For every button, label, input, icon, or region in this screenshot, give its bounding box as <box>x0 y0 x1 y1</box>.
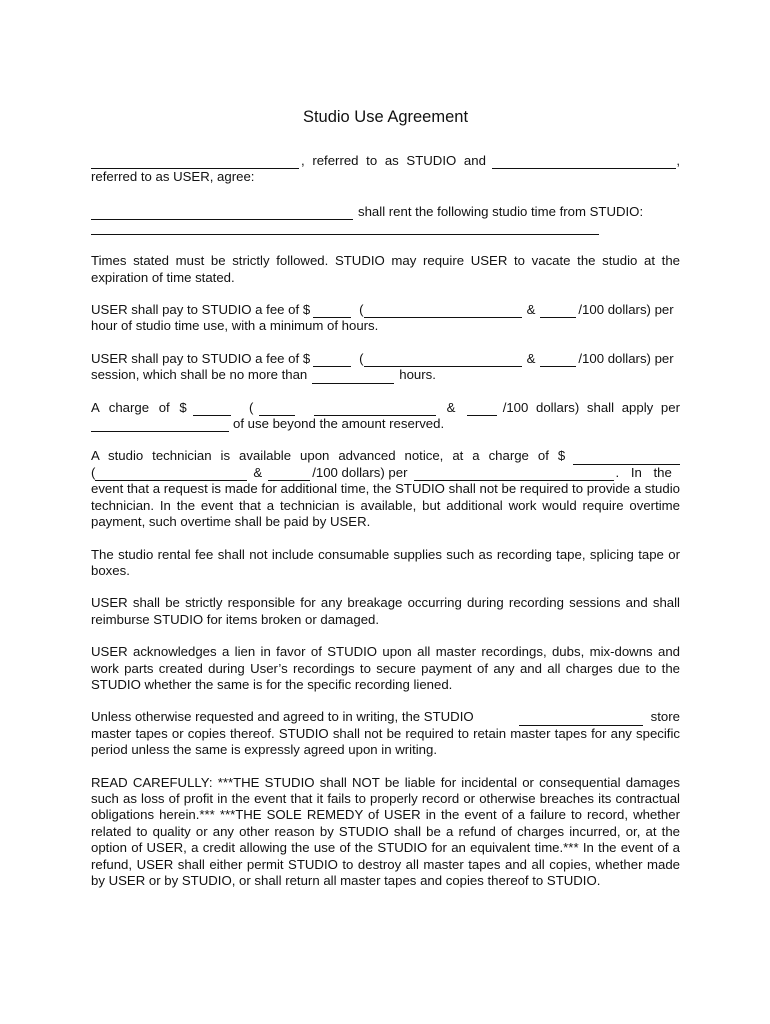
user-name-blank[interactable] <box>492 156 676 169</box>
hourly-fee-words-blank[interactable] <box>364 305 522 318</box>
technician-paragraph: A studio technician is available upon advanced notice, at a charge of $ ( & /100 dollars) per . In the event that a request is made for additional time, the STUDIO shall not be required to provide a studio technician. In the event that a technician is available, but additional work would require overtime payment, such overtime shall be paid by USER. <box>91 448 680 530</box>
session-fee-paragraph: USER shall pay to STUDIO a fee of $ ( & /100 dollars) per session, which shall be no more than hours. <box>91 350 674 383</box>
overtime-words-blank-1[interactable] <box>259 403 295 416</box>
overtime-charge-paragraph: A charge of $ ( & /100 dollars) shall apply per of use beyond the amount reserved. <box>91 399 680 432</box>
technician-unit-blank[interactable] <box>414 468 614 481</box>
technician-words-blank[interactable] <box>95 468 247 481</box>
studio-time-blank[interactable] <box>91 222 599 235</box>
hourly-fee-amount-blank[interactable] <box>313 305 351 318</box>
document-title: Studio Use Agreement <box>302 108 469 126</box>
parties-paragraph: , referred to as STUDIO and , referred to as USER, agree: <box>91 153 680 185</box>
supplies-paragraph: The studio rental fee shall not include consumable supplies such as recording tape, splicing tape or boxes. <box>91 546 680 578</box>
liability-paragraph: READ CAREFULLY: ***THE STUDIO shall NOT be liable for incidental or consequential damages such as loss of profit in the event that it fails to properly record or otherwise breaches its contractual obligations herein.*** ***THE SOLE REMEDY of USER in the event of a failure to record, whether related to quality or any other reason by STUDIO shall be a refund of charges incurred, or, at the option of USER, a credit allowing the use of the STUDIO for an equivalent time.*** In the event of a refund, USER shall either permit STUDIO to destroy all master tapes and all copies, whether made by USER or by STUDIO, or shall return all master tapes and copies thereof to STUDIO. <box>91 774 680 888</box>
overtime-unit-blank[interactable] <box>91 419 229 432</box>
session-fee-words-blank[interactable] <box>364 354 522 367</box>
studio-name-blank[interactable] <box>91 156 299 169</box>
rental-paragraph: shall rent the following studio time from STUDIO: <box>91 204 680 235</box>
breakage-paragraph: USER shall be strictly responsible for any breakage occurring during recording sessions and shall reimburse STUDIO for items broken or damaged. <box>91 595 680 627</box>
technician-cents-blank[interactable] <box>268 468 310 481</box>
storage-paragraph: Unless otherwise requested and agreed to in writing, the STUDIO store master tapes or copies thereof. STUDIO shall not be required to retain master tapes for any specific period unless the same is expressly agreed upon in writing. <box>91 709 680 758</box>
overtime-amount-blank[interactable] <box>193 403 231 416</box>
session-fee-amount-blank[interactable] <box>313 354 351 367</box>
hourly-fee-paragraph: USER shall pay to STUDIO a fee of $ ( & /100 dollars) per hour of studio time use, with a minimum of hours. <box>91 302 674 334</box>
storage-option-blank[interactable] <box>519 713 643 726</box>
times-paragraph: Times stated must be strictly followed. STUDIO may require USER to vacate the studio at the expiration of time stated. <box>91 253 680 285</box>
lien-paragraph: USER acknowledges a lien in favor of STUDIO upon all master recordings, dubs, mix-downs and work parts created during User’s recordings to secure payment of any and all charges due to the STUDIO whether the same is for the specific recording liened. <box>91 644 680 692</box>
overtime-cents-blank[interactable] <box>467 403 497 416</box>
overtime-words-blank-2[interactable] <box>314 403 436 416</box>
hourly-fee-cents-blank[interactable] <box>540 305 576 318</box>
user-rent-blank[interactable] <box>91 207 353 220</box>
session-hours-blank[interactable] <box>312 371 394 384</box>
technician-amount-blank[interactable] <box>573 452 680 465</box>
session-fee-cents-blank[interactable] <box>540 354 576 367</box>
agreement-page <box>91 108 680 905</box>
